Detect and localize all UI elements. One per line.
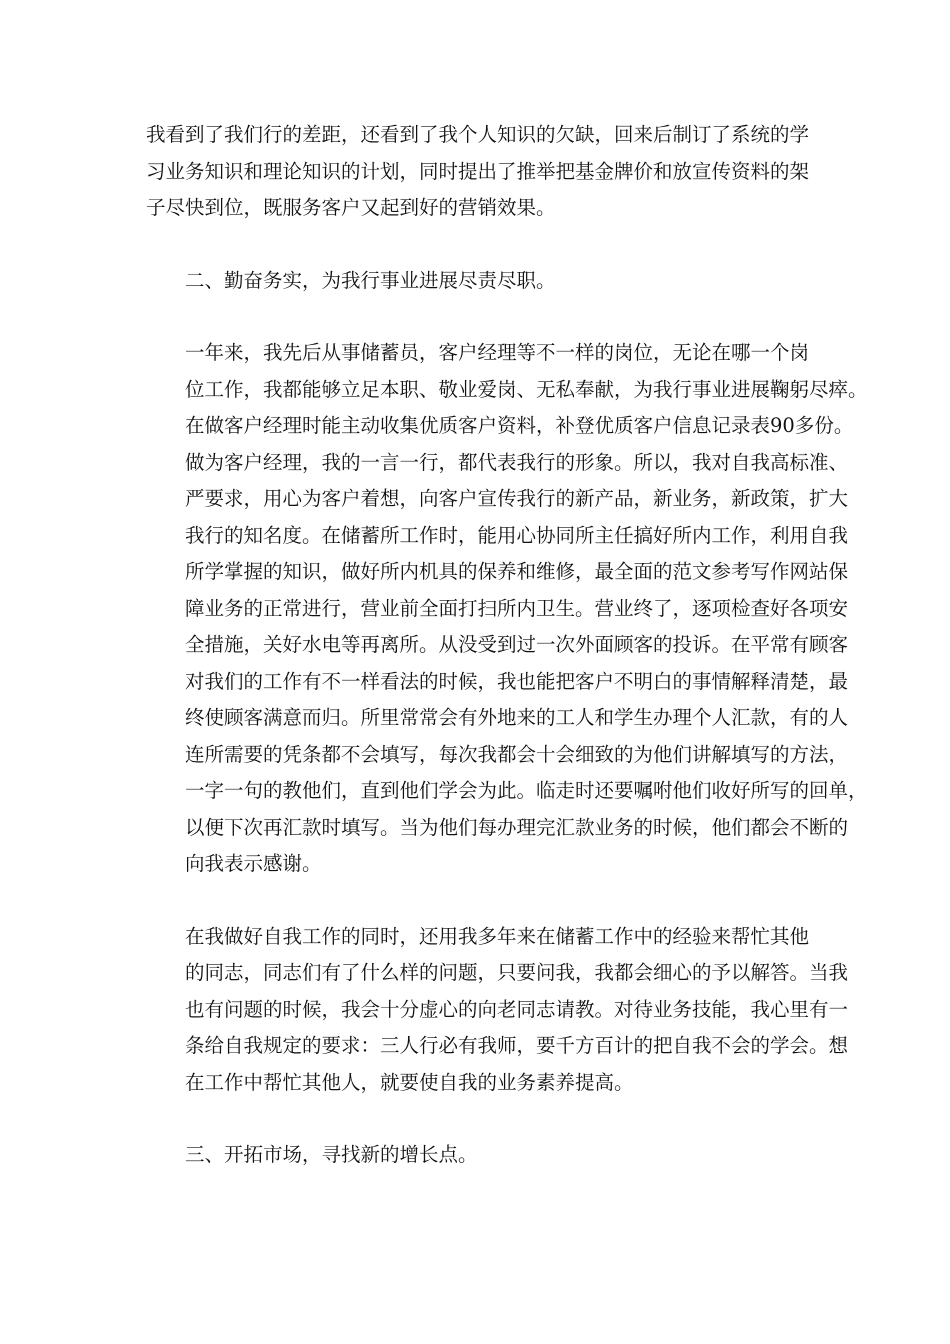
text-line: 所学掌握的知识，做好所内机具的保养和维修，最全面的范文参考写作网站保 bbox=[185, 560, 849, 583]
text-line: 习业务知识和理论知识的计划，同时提出了推举把基金牌价和放宣传资料的架 bbox=[146, 159, 810, 183]
paragraph bbox=[146, 1137, 806, 1174]
text-line: 子尽快到位，既服务客户又起到好的营销效果。 bbox=[146, 196, 556, 219]
paragraph bbox=[146, 263, 806, 300]
text-line: 一年来，我先后从事储蓄员，客户经理等不一样的岗位，无论在哪一个岗 bbox=[185, 341, 810, 364]
paragraph bbox=[146, 919, 849, 1102]
text-line: 以便下次再汇款时填写。当为他们每办理完汇款业务的时候，他们都会不断的 bbox=[185, 815, 849, 839]
paragraph bbox=[146, 335, 868, 883]
text-line: 二、勤奋务实，为我行事业进展尽责尽职。 bbox=[185, 268, 556, 292]
text-line: 条给自我规定的要求：三人行必有我师，要千方百计的把自我不会的学会。想 bbox=[185, 1034, 849, 1057]
text-line: 在做客户经理时能主动收集优质客户资料，补登优质客户信息记录表90多份。 bbox=[185, 414, 854, 437]
text-line: 严要求，用心为客户着想，向客户宣传我行的新产品，新业务，新政策，扩大 bbox=[185, 487, 849, 510]
text-line: 障业务的正常进行，营业前全面打扫所内卫生。营业终了，逐项检查好各项安 bbox=[185, 596, 849, 620]
text-line: 也有问题的时候，我会十分虚心的向老同志请教。对待业务技能，我心里有一 bbox=[185, 997, 849, 1021]
document-body bbox=[146, 117, 868, 1210]
text-line: 全措施，关好水电等再离所。从没受到过一次外面顾客的投诉。在平常有顾客 bbox=[185, 633, 849, 656]
text-line: 向我表示感谢。 bbox=[185, 852, 322, 875]
text-line: 我行的知名度。在储蓄所工作时，能用心协同所主任搞好所内工作，利用自我 bbox=[185, 523, 849, 547]
text-line: 在我做好自我工作的同时，还用我多年来在储蓄工作中的经验来帮忙其他 bbox=[185, 924, 810, 948]
text-line: 三、开拓市场，寻找新的增长点。 bbox=[185, 1143, 478, 1166]
text-line: 位工作，我都能够立足本职、敬业爱岗、无私奉献，为我行事业进展鞠躬尽瘁。 bbox=[185, 377, 868, 401]
text-line: 终使顾客满意而归。所里常常会有外地来的工人和学生办理个人汇款，有的人 bbox=[185, 706, 849, 729]
text-line: 的同志，同志们有了什么样的问题，只要问我，我都会细心的予以解答。当我 bbox=[185, 961, 849, 984]
text-line: 连所需要的凭条都不会填写，每次我都会十会细致的为他们讲解填写的方法， bbox=[185, 742, 849, 766]
text-line: 做为客户经理，我的一言一行，都代表我行的形象。所以，我对自我高标准、 bbox=[185, 450, 849, 474]
text-line: 一字一句的教他们，直到他们学会为此。临走时还要嘱咐他们收好所写的回单， bbox=[185, 779, 868, 802]
text-line: 在工作中帮忙其他人，就要使自我的业务素养提高。 bbox=[185, 1070, 634, 1094]
text-line: 对我们的工作有不一样看法的时候，我也能把客户不明白的事情解释清楚，最 bbox=[185, 669, 849, 693]
text-line: 我看到了我们行的差距，还看到了我个人知识的欠缺，回来后制订了系统的学 bbox=[146, 123, 810, 146]
paragraph bbox=[146, 117, 810, 227]
